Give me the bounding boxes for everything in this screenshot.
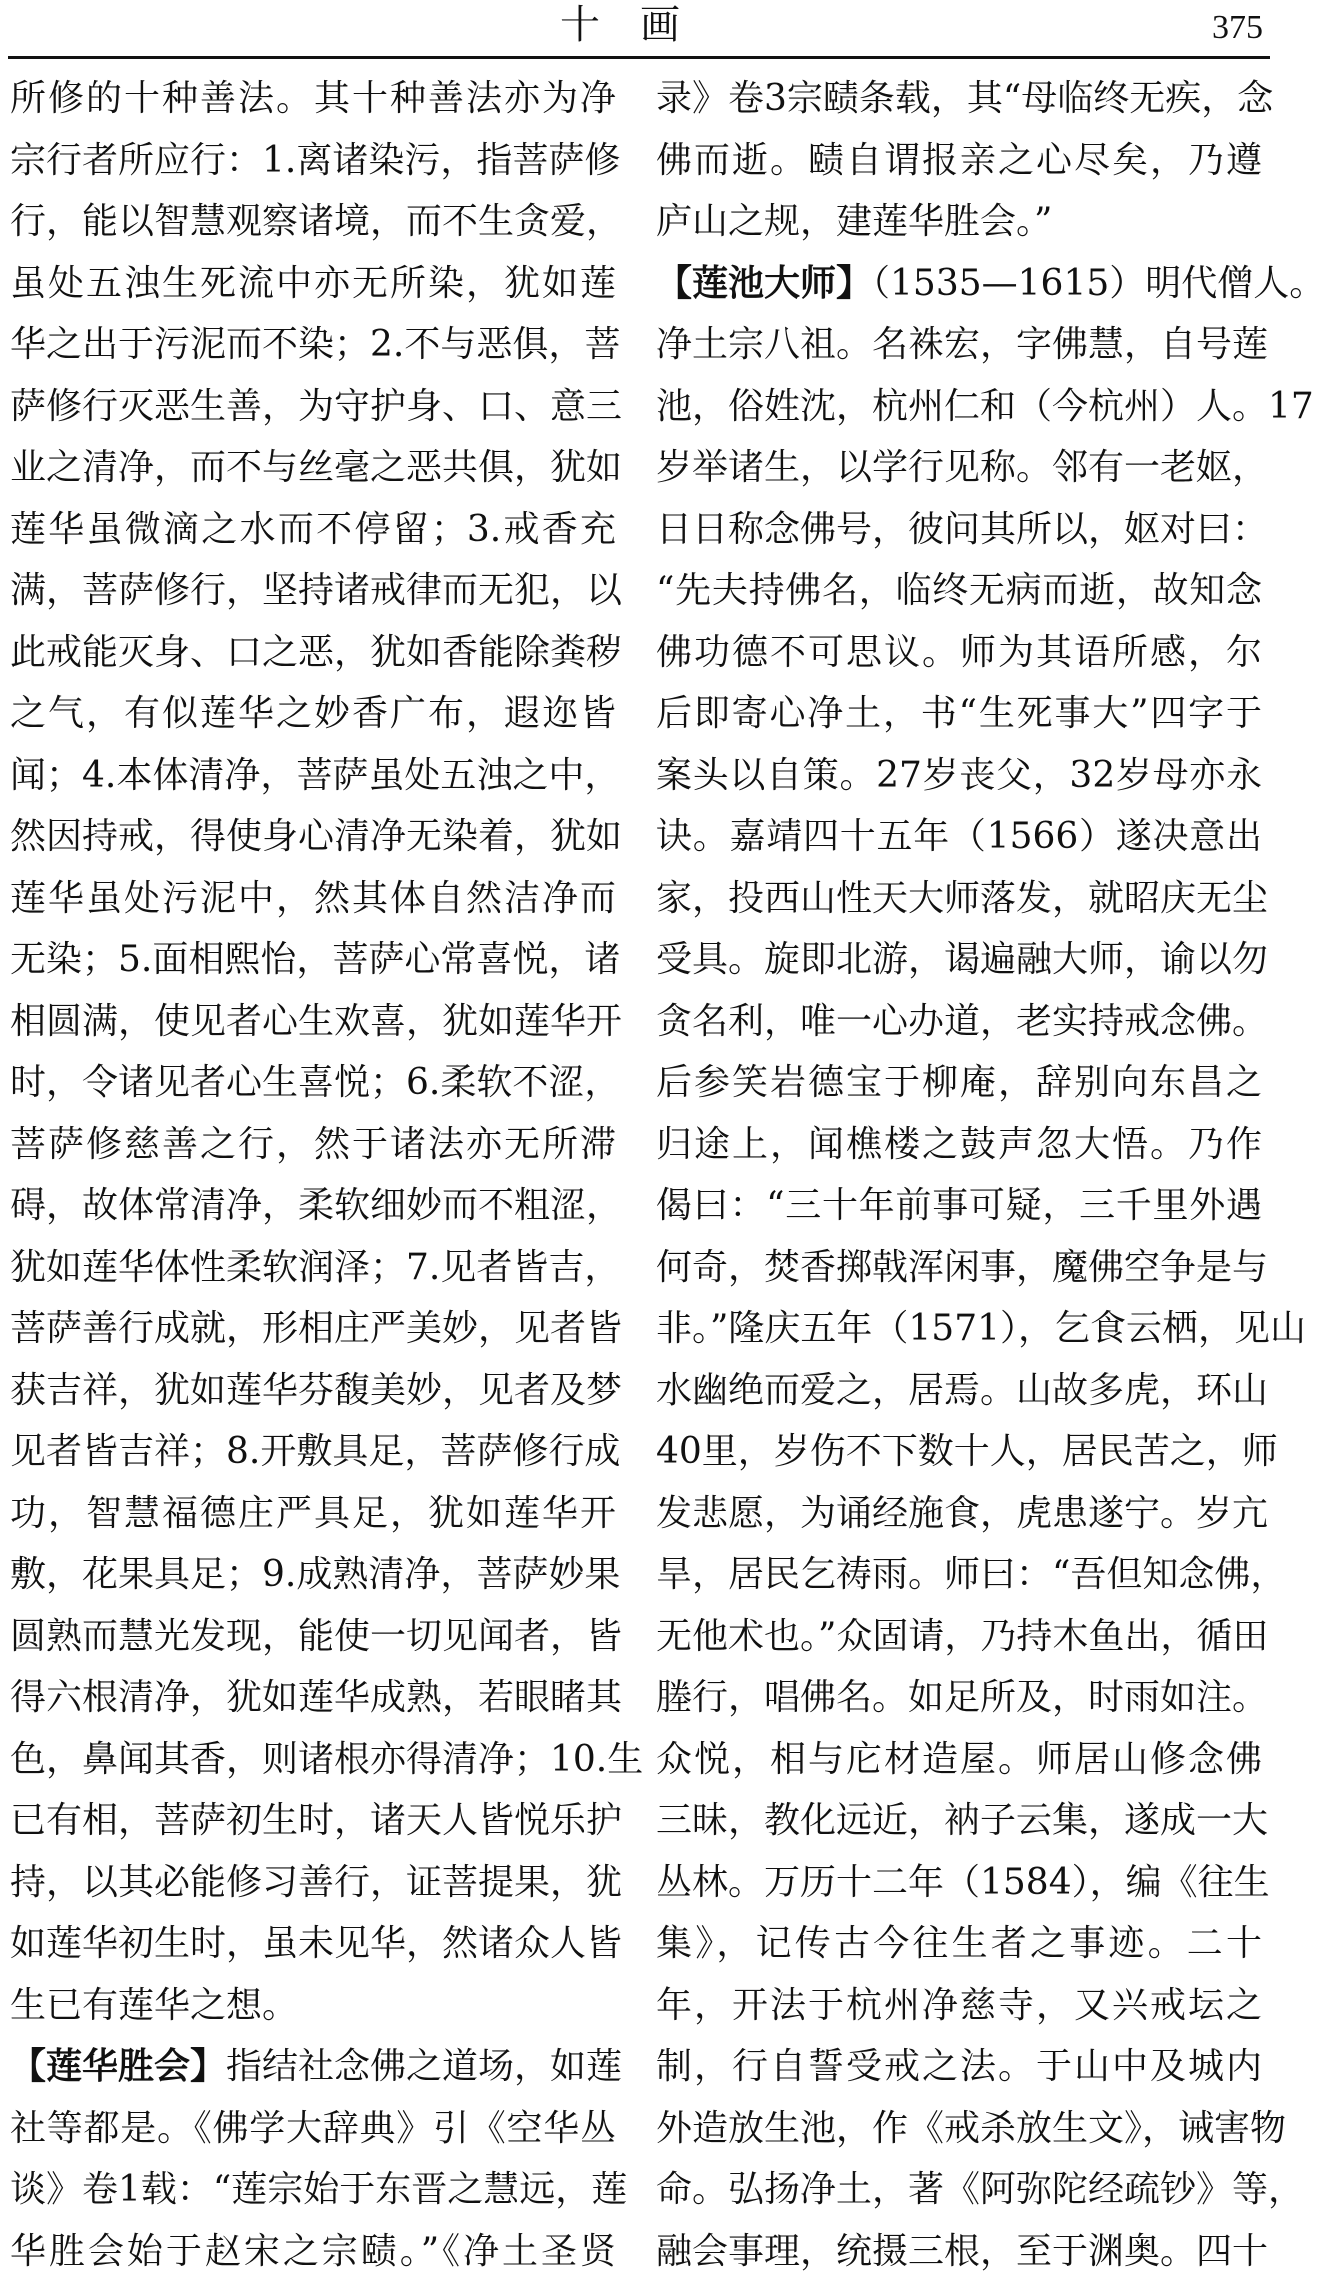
line-text: 闻；4.本体清净，菩萨虽处五浊之中， [10, 755, 620, 796]
left-column [10, 68, 616, 2282]
line-text: 生已有莲华之想。 [10, 1985, 298, 2026]
text-line [656, 1913, 1262, 1975]
text-line [10, 2098, 616, 2160]
text-line [656, 130, 1262, 192]
text-line [10, 1667, 616, 1729]
text-line [10, 191, 616, 253]
text-line [10, 130, 616, 192]
line-text: 水幽绝而爱之，居焉。山故多虎，环山 [656, 1370, 1268, 1411]
text-line [656, 929, 1262, 991]
text-line [656, 437, 1262, 499]
line-text: 色，鼻闻其香，则诸根亦得清净；10.生 [10, 1739, 643, 1780]
line-text: 岁举诸生，以学行见称。邻有一老妪， [656, 447, 1268, 488]
line-text: 制，行自誓受戒之法。于山中及城内 [656, 2046, 1262, 2087]
text-line [10, 991, 616, 1053]
text-line [10, 1421, 616, 1483]
text-line [10, 68, 616, 130]
line-text: 丛林。万历十二年（1584），编《往生 [656, 1862, 1270, 1903]
line-text: 宗行者所应行：1.离诸染污，指菩萨修 [10, 140, 620, 181]
text-line [10, 1298, 616, 1360]
line-text: 行，能以智慧观察诸境，而不生贪爱， [10, 201, 622, 242]
text-line [10, 1975, 616, 2037]
text-line [10, 622, 616, 684]
line-text: 华之出于污泥而不染；2.不与恶俱，菩 [10, 324, 620, 365]
text-line [656, 1298, 1262, 1360]
line-text: 无染；5.面相熙怡，菩萨心常喜悦，诸 [10, 939, 620, 980]
text-line [10, 745, 616, 807]
line-text: 菩萨修慈善之行，然于诸法亦无所滞 [10, 1124, 616, 1165]
line-text: 何奇，焚香掷戟浑闲事，魔佛空争是与 [656, 1247, 1268, 1288]
text-line [10, 1913, 616, 1975]
line-text: 得六根清净，犹如莲华成熟，若眼睹其 [10, 1677, 622, 1718]
text-line [10, 1606, 616, 1668]
line-text: 非。”隆庆五年（1571），乞食云栖，见山 [656, 1308, 1306, 1349]
text-line [656, 683, 1262, 745]
text-line [10, 1114, 616, 1176]
text-line [656, 991, 1262, 1053]
line-text: 发悲愿，为诵经施食，虎患遂宁。岁亢 [656, 1493, 1268, 1534]
text-line [10, 1360, 616, 1422]
line-text: 录》卷3宗赜条载，其“母临终无疾，念 [656, 78, 1273, 119]
section-title: 十画 [560, 2, 780, 48]
text-line [10, 253, 616, 315]
text-line [10, 1237, 616, 1299]
text-line [656, 745, 1262, 807]
text-line [656, 2159, 1262, 2221]
line-text: 旱，居民乞祷雨。师曰：“吾但知念佛， [656, 1554, 1286, 1595]
line-text: 莲华虽处污泥中，然其体自然洁净而 [10, 878, 616, 919]
line-text: 谈》卷1载：“莲宗始于东晋之慧远，莲 [10, 2169, 627, 2210]
line-text: 后即寄心净土，书“生死事大”四字于 [656, 693, 1262, 734]
line-text: 时，令诸见者心生喜悦；6.柔软不涩， [10, 1062, 620, 1103]
line-text: 所修的十种善法。其十种善法亦为净 [10, 78, 616, 119]
text-line [10, 2036, 616, 2098]
text-line [10, 2159, 616, 2221]
line-text: 外造放生池，作《戒杀放生文》，诫害物 [656, 2108, 1286, 2149]
text-line [656, 2036, 1262, 2098]
line-text: 诀。嘉靖四十五年（1566）遂决意出 [656, 816, 1262, 857]
line-text: 萨修行灭恶生善，为守护身、口、意三 [10, 386, 622, 427]
line-text: 贪名利，唯一心办道，老实持戒念佛。 [656, 1001, 1268, 1042]
text-line [10, 1052, 616, 1114]
text-line [656, 1790, 1262, 1852]
line-text: 满，菩萨修行，坚持诸戒律而无犯，以 [10, 570, 622, 611]
line-text: 塍行，唱佛名。如足所及，时雨如注。 [656, 1677, 1268, 1718]
line-text: 敷，花果具足；9.成熟清净，菩萨妙果 [10, 1554, 620, 1595]
line-text: 此戒能灭身、口之恶，犹如香能除粪秽 [10, 632, 622, 673]
text-line [656, 1052, 1262, 1114]
line-text: 40里，岁伤不下数十人，居民苦之，师 [656, 1431, 1278, 1472]
line-text: 众悦，相与庀材造屋。师居山修念佛 [656, 1739, 1262, 1780]
text-line [656, 1483, 1262, 1545]
text-line [10, 437, 616, 499]
text-line [656, 253, 1262, 315]
text-line [656, 1175, 1262, 1237]
line-text: 案头以自策。27岁丧父，32岁母亦永 [656, 755, 1262, 796]
line-text: 三昧，教化远近，衲子云集，遂成一大 [656, 1800, 1268, 1841]
line-text: 日日称念佛号，彼问其所以，妪对曰： [656, 509, 1268, 550]
line-text: 年，开法于杭州净慈寺，又兴戒坛之 [656, 1985, 1262, 2026]
line-text: 社等都是。《佛学大辞典》引《空华丛 [10, 2108, 616, 2149]
text-line [656, 560, 1262, 622]
line-text: “先夫持佛名，临终无病而逝，故知念 [656, 570, 1262, 611]
line-text: 佛功德不可思议。师为其语所感，尔 [656, 632, 1262, 673]
text-line [656, 191, 1262, 253]
line-text: 莲华虽微滴之水而不停留；3.戒香充 [10, 509, 616, 550]
line-text: 集》，记传古今往生者之事迹。二十 [656, 1923, 1262, 1964]
line-text: 犹如莲华体性柔软润泽；7.见者皆吉， [10, 1247, 620, 1288]
line-text: 受具。旋即北游，谒遍融大师，谕以勿 [656, 939, 1268, 980]
text-line [656, 1852, 1262, 1914]
text-line [656, 2221, 1262, 2282]
line-text: 获吉祥，犹如莲华芬馥美妙，见者及梦 [10, 1370, 622, 1411]
text-line [10, 929, 616, 991]
text-line [10, 1483, 616, 1545]
text-line [656, 1360, 1262, 1422]
line-text: 之气，有似莲华之妙香广布，遐迩皆 [10, 693, 616, 734]
line-text: 持，以其必能修习善行，证菩提果，犹 [10, 1862, 622, 1903]
text-line [656, 1421, 1262, 1483]
line-text: 庐山之规，建莲华胜会。” [656, 201, 1052, 242]
line-text: 相圆满，使见者心生欢喜，犹如莲华开 [10, 1001, 622, 1042]
line-text: 无他术也。”众固请，乃持木鱼出，循田 [656, 1616, 1268, 1657]
line-text: 然因持戒，得使身心清净无染着，犹如 [10, 816, 622, 857]
text-line [10, 1729, 616, 1791]
line-text: 业之清净，而不与丝毫之恶共俱，犹如 [10, 447, 622, 488]
line-text: 归途上，闻樵楼之鼓声忽大悟。乃作 [656, 1124, 1262, 1165]
line-text: 融会事理，统摄三根，至于渊奥。四十 [656, 2231, 1268, 2272]
text-line [10, 868, 616, 930]
text-line [656, 1237, 1262, 1299]
line-text: 佛而逝。赜自谓报亲之心尽矣，乃遵 [656, 140, 1262, 181]
text-line [656, 2098, 1262, 2160]
text-line [656, 868, 1262, 930]
text-line [10, 806, 616, 868]
text-line [10, 683, 616, 745]
running-header [0, 0, 1281, 62]
line-text: 净土宗八祖。名袾宏，字佛慧，自号莲 [656, 324, 1268, 365]
text-line [10, 1852, 616, 1914]
text-line [656, 622, 1262, 684]
line-text: 指结社念佛之道场，如莲 [226, 2046, 622, 2087]
line-text: 命。弘扬净土，著《阿弥陀经疏钞》等， [656, 2169, 1304, 2210]
line-text: （1535—1615）明代僧人。 [872, 263, 1325, 304]
line-text: 池，俗姓沈，杭州仁和（今杭州）人。17 [656, 386, 1314, 427]
text-line [656, 806, 1262, 868]
line-text: 家，投西山性天大师落发，就昭庆无尘 [656, 878, 1268, 919]
entry-headword: 【莲华胜会】 [10, 2046, 226, 2087]
text-line [656, 1729, 1262, 1791]
line-text: 见者皆吉祥；8.开敷具足，菩萨修行成 [10, 1431, 620, 1472]
page-number: 375 [1212, 8, 1263, 48]
text-line [10, 560, 616, 622]
text-line [656, 1544, 1262, 1606]
text-line [656, 499, 1262, 561]
line-text: 偈曰：“三十年前事可疑，三千里外遇 [656, 1185, 1262, 1226]
line-text: 碍，故体常清净，柔软细妙而不粗涩， [10, 1185, 622, 1226]
line-text: 圆熟而慧光发现，能使一切见闻者，皆 [10, 1616, 622, 1657]
text-line [10, 314, 616, 376]
text-line [10, 1790, 616, 1852]
line-text: 如莲华初生时，虽未见华，然诸众人皆 [10, 1923, 622, 1964]
line-text: 华胜会始于赵宋之宗赜。”《净土圣贤 [10, 2231, 616, 2272]
text-line [656, 1975, 1262, 2037]
text-line [656, 1606, 1262, 1668]
text-line [10, 376, 616, 438]
header-rule [8, 56, 1270, 59]
text-line [10, 1544, 616, 1606]
text-line [656, 68, 1262, 130]
text-line [10, 1175, 616, 1237]
text-line [10, 2221, 616, 2282]
text-line [656, 1114, 1262, 1176]
text-line [656, 314, 1262, 376]
line-text: 已有相，菩萨初生时，诸天人皆悦乐护 [10, 1800, 622, 1841]
text-line [656, 376, 1262, 438]
line-text: 菩萨善行成就，形相庄严美妙，见者皆 [10, 1308, 622, 1349]
entry-headword: 【莲池大师】 [656, 263, 872, 304]
line-text: 后参笑岩德宝于柳庵，辞别向东昌之 [656, 1062, 1262, 1103]
text-line [656, 1667, 1262, 1729]
line-text: 虽处五浊生死流中亦无所染，犹如莲 [10, 263, 616, 304]
line-text: 功，智慧福德庄严具足，犹如莲华开 [10, 1493, 616, 1534]
text-line [10, 499, 616, 561]
right-column [656, 68, 1262, 2282]
